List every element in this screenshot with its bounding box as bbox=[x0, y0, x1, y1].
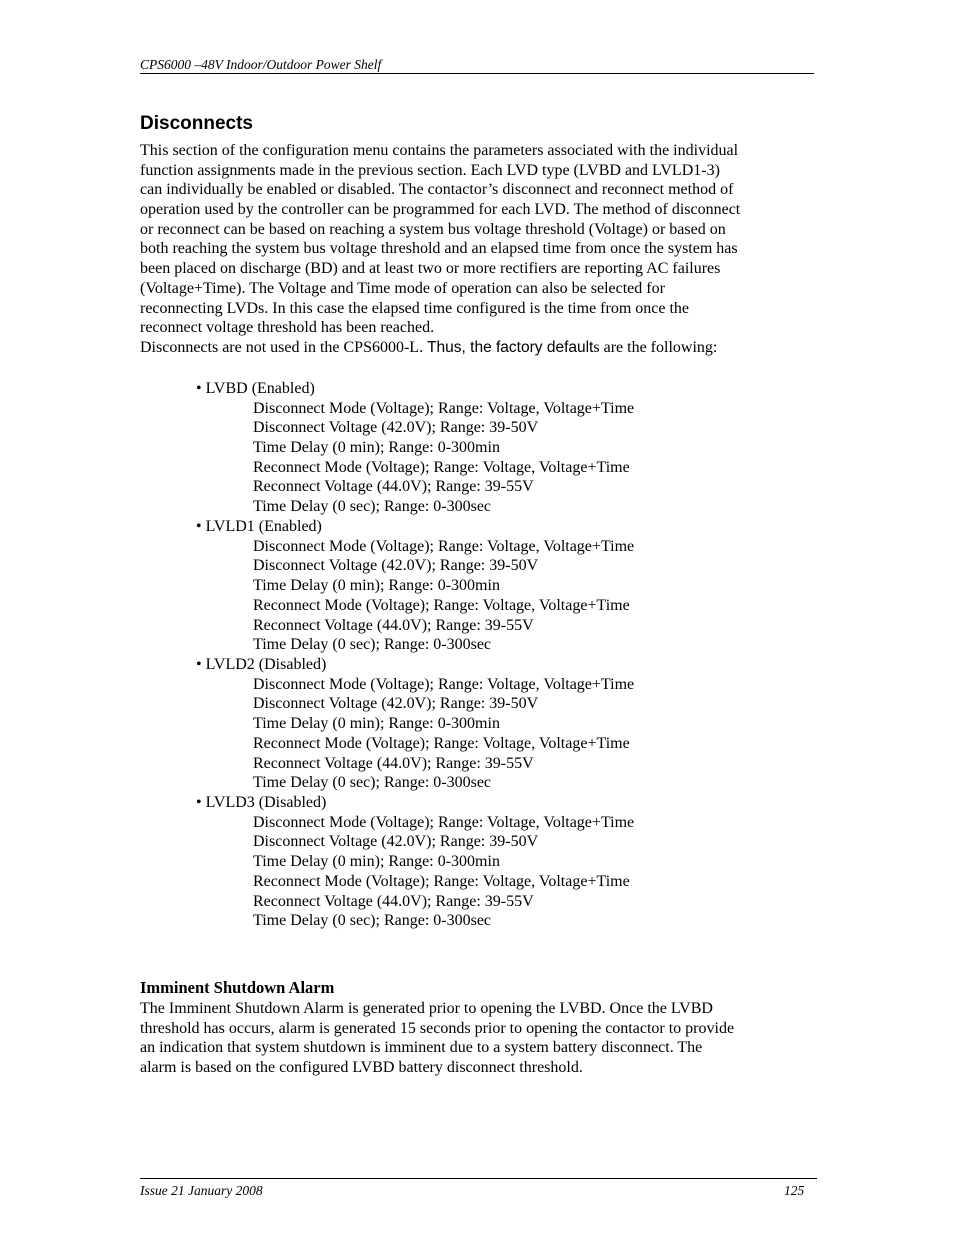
paragraph-line: reconnecting LVDs. In this case the elapsed time configured is the time from once the bbox=[140, 299, 690, 317]
defaults-text-3: s are the following: bbox=[593, 338, 718, 356]
lvd-param: Disconnect Mode (Voltage); Range: Voltage, Voltage+Time bbox=[253, 814, 635, 831]
lvd-param: Reconnect Mode (Voltage); Range: Voltage, Voltage+Time bbox=[253, 597, 630, 614]
lvd-param: Disconnect Voltage (42.0V); Range: 39-50V bbox=[253, 833, 539, 850]
footer-divider bbox=[140, 1178, 817, 1179]
lvd-item-lvld1: • LVLD1 (Enabled) bbox=[196, 518, 322, 535]
lvd-param: Reconnect Mode (Voltage); Range: Voltage, Voltage+Time bbox=[253, 459, 630, 476]
paragraph-line: alarm is based on the configured LVBD battery disconnect threshold. bbox=[140, 1059, 583, 1077]
paragraph-line: The Imminent Shutdown Alarm is generated prior to opening the LVBD. Once the LVBD bbox=[140, 1000, 713, 1017]
header-title: CPS6000 –48V Indoor/Outdoor Power Shelf bbox=[140, 57, 382, 72]
paragraph-line: reconnect voltage threshold has been reached. bbox=[140, 319, 435, 337]
paragraph-line: an indication that system shutdown is imminent due to a system battery disconnect. The bbox=[140, 1039, 703, 1057]
lvd-param: Time Delay (0 sec); Range: 0-300sec bbox=[253, 636, 492, 653]
lvd-param: Time Delay (0 min); Range: 0-300min bbox=[253, 715, 500, 732]
defaults-text-1: Disconnects are not used in the CPS6000-L. bbox=[140, 338, 428, 356]
lvd-param: Time Delay (0 sec); Range: 0-300sec bbox=[253, 912, 492, 929]
paragraph-line: function assignments made in the previous section. Each LVD type (LVBD and LVLD1-3) bbox=[140, 161, 720, 179]
lvd-param: Reconnect Mode (Voltage); Range: Voltage, Voltage+Time bbox=[253, 735, 630, 752]
paragraph-line: been placed on discharge (BD) and at least two or more rectifiers are reporting AC failures bbox=[140, 260, 721, 278]
lvd-item-lvbd: • LVBD (Enabled) bbox=[196, 380, 315, 397]
footer-issue: Issue 21 January 2008 bbox=[140, 1183, 263, 1198]
lvd-param: Disconnect Voltage (42.0V); Range: 39-50V bbox=[253, 419, 539, 436]
paragraph-line: This section of the configuration menu contains the parameters associated with the individual bbox=[140, 142, 739, 159]
lvd-param: Reconnect Voltage (44.0V); Range: 39-55V bbox=[253, 755, 534, 772]
lvd-param: Disconnect Mode (Voltage); Range: Voltage, Voltage+Time bbox=[253, 400, 635, 417]
alarm-title: Imminent Shutdown Alarm bbox=[140, 978, 335, 997]
alarm-paragraph bbox=[140, 999, 800, 1078]
defaults-text-2: Thus, the factory default bbox=[427, 338, 594, 356]
lvd-param: Disconnect Voltage (42.0V); Range: 39-50V bbox=[253, 695, 539, 712]
lvd-param: Time Delay (0 sec); Range: 0-300sec bbox=[253, 498, 492, 515]
lvd-param: Disconnect Voltage (42.0V); Range: 39-50V bbox=[253, 557, 539, 574]
intro-paragraph bbox=[140, 141, 800, 358]
lvd-param: Disconnect Mode (Voltage); Range: Voltage, Voltage+Time bbox=[253, 676, 635, 693]
lvd-param: Reconnect Voltage (44.0V); Range: 39-55V bbox=[253, 478, 534, 495]
lvd-param: Time Delay (0 min); Range: 0-300min bbox=[253, 577, 500, 594]
lvd-param: Reconnect Voltage (44.0V); Range: 39-55V bbox=[253, 893, 534, 910]
lvd-item-lvld3: • LVLD3 (Disabled) bbox=[196, 794, 327, 811]
paragraph-line: threshold has occurs, alarm is generated 15 seconds prior to opening the contactor to provide bbox=[140, 1019, 735, 1037]
lvd-param: Disconnect Mode (Voltage); Range: Voltage, Voltage+Time bbox=[253, 538, 635, 555]
paragraph-line: both reaching the system bus voltage threshold and an elapsed time from once the system has bbox=[140, 240, 738, 258]
paragraph-line: or reconnect can be based on reaching a system bus voltage threshold (Voltage) or based on bbox=[140, 220, 726, 238]
section-title: Disconnects bbox=[140, 113, 253, 134]
lvd-param: Reconnect Voltage (44.0V); Range: 39-55V bbox=[253, 617, 534, 634]
defaults-line bbox=[140, 338, 800, 358]
paragraph-line: can individually be enabled or disabled. The contactor’s disconnect and reconnect method of bbox=[140, 181, 734, 199]
page-header bbox=[140, 56, 814, 74]
page-number: 125 bbox=[784, 1183, 805, 1198]
lvd-param: Reconnect Mode (Voltage); Range: Voltage, Voltage+Time bbox=[253, 873, 630, 890]
lvd-param: Time Delay (0 min); Range: 0-300min bbox=[253, 853, 500, 870]
paragraph-line: operation used by the controller can be programmed for each LVD. The method of disconnect bbox=[140, 201, 741, 219]
lvd-item-lvld2: • LVLD2 (Disabled) bbox=[196, 656, 327, 673]
lvd-param: Time Delay (0 min); Range: 0-300min bbox=[253, 439, 500, 456]
paragraph-line: (Voltage+Time). The Voltage and Time mode of operation can also be selected for bbox=[140, 279, 665, 297]
lvd-param: Time Delay (0 sec); Range: 0-300sec bbox=[253, 774, 492, 791]
